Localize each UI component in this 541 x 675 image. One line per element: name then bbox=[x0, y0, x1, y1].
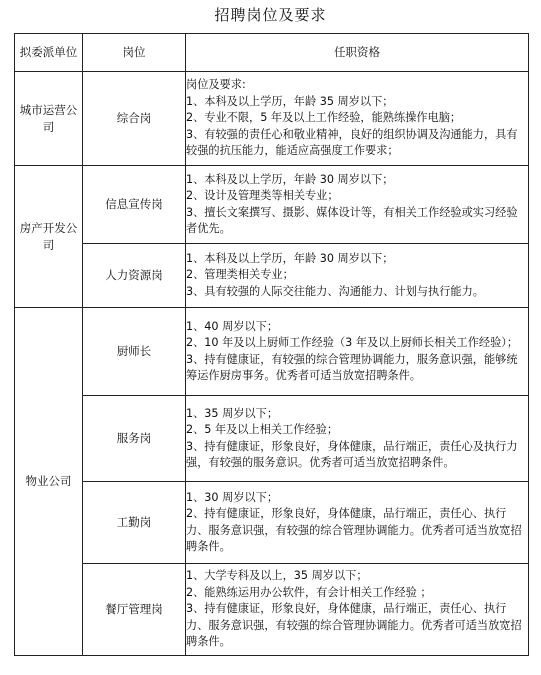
position-name: 信息宣传岗 bbox=[83, 166, 186, 244]
header-row bbox=[15, 34, 529, 72]
position-name: 厨师长 bbox=[83, 308, 186, 396]
unit-cell: 物业公司 bbox=[15, 308, 83, 656]
requirements-cell bbox=[186, 72, 529, 166]
requirement-line: 2、10 年及以上厨师工作经验（3 年及以上厨师长相关工作经验）； bbox=[186, 336, 519, 349]
header-unit: 拟委派单位 bbox=[15, 34, 83, 72]
position-name: 餐厅管理岗 bbox=[83, 564, 186, 656]
requirement-line: 1、本科及以上学历，年龄 30 周岁以下； bbox=[186, 172, 394, 186]
requirement-line: 2、专业不限，5 年及以上工作经验，能熟练操作电脑； bbox=[186, 111, 462, 125]
requirements-cell bbox=[186, 396, 529, 482]
requirement-line: 3、擅长文案撰写、摄影、媒体设计等，有相关工作经验或实习经验者优先。 bbox=[186, 205, 518, 235]
table-row bbox=[15, 166, 529, 244]
requirements-cell bbox=[186, 482, 529, 564]
table-row bbox=[15, 396, 529, 482]
requirements-cell bbox=[186, 564, 529, 656]
requirement-line: 2、5 年及以上相关工作经验； bbox=[186, 423, 339, 436]
requirement-line: 1、大学专科及以上，35 周岁以下； bbox=[186, 569, 368, 583]
requirement-line: 岗位及要求: bbox=[186, 78, 246, 92]
requirement-line: 3、具有较强的人际交往能力、沟通能力、计划与执行能力。 bbox=[186, 284, 484, 298]
position-name: 工勤岗 bbox=[83, 482, 186, 564]
requirement-line: 1、35 周岁以下； bbox=[186, 406, 279, 420]
requirement-line: 2、能熟练运用办公软件，有会计相关工作经验 ； bbox=[186, 585, 432, 599]
requirement-line: 1、本科及以上学历，年龄 30 周岁以下； bbox=[186, 251, 394, 265]
requirement-line: 3、持有健康证，有较强的综合管理协调能力，服务意识强，能够统筹运作厨房事务。优秀者可适当放宽招聘条件。 bbox=[186, 352, 518, 382]
requirement-line: 3、持有健康证，形象良好，身体健康，品行端正，责任心及执行力强，有较强的服务意识。优秀者可适当放宽招聘条件。 bbox=[186, 439, 518, 469]
unit-cell: 房产开发公司 bbox=[15, 166, 83, 308]
header-requirements: 任职资格 bbox=[186, 34, 529, 72]
requirement-line: 1、40 周岁以下； bbox=[186, 319, 279, 333]
requirement-line: 3、有较强的责任心和敬业精神，良好的组织协调及沟通能力，具有较强的抗压能力，能适应高强度工作要求； bbox=[186, 127, 518, 158]
requirements-cell bbox=[186, 166, 529, 244]
position-name: 综合岗 bbox=[83, 72, 186, 166]
position-name: 服务岗 bbox=[83, 396, 186, 482]
header-post: 岗位 bbox=[83, 34, 186, 72]
requirement-line: 2、持有健康证，形象良好，身体健康，品行端正，责任心、执行力、服务意识强，有较强的综合管理协调能力。优秀者可适当放宽招聘条件。 bbox=[186, 507, 522, 553]
table-row bbox=[15, 72, 529, 166]
requirement-line: 3、持有健康证，形象良好，身体健康，品行端正，责任心、执行力、服务意识强，有较强的综合管理协调能力。优秀者可适当放宽招聘条件。 bbox=[186, 602, 522, 649]
requirement-line: 2、设计及管理类等相关专业； bbox=[186, 189, 339, 202]
requirements-cell bbox=[186, 244, 529, 308]
table-row bbox=[15, 308, 529, 396]
position-name: 人力资源岗 bbox=[83, 244, 186, 308]
table-row bbox=[15, 482, 529, 564]
recruitment-table bbox=[14, 33, 529, 656]
requirement-line: 1、30 周岁以下； bbox=[186, 490, 279, 504]
page-title: 招聘岗位及要求 bbox=[214, 6, 327, 24]
requirements-cell bbox=[186, 308, 529, 396]
unit-cell: 城市运营公司 bbox=[15, 72, 83, 166]
table-row bbox=[15, 244, 529, 308]
requirement-line: 2、管理类相关专业； bbox=[186, 268, 294, 282]
table-row bbox=[15, 564, 529, 656]
requirement-line: 1、本科及以上学历，年龄 35 周岁以下； bbox=[186, 94, 394, 108]
